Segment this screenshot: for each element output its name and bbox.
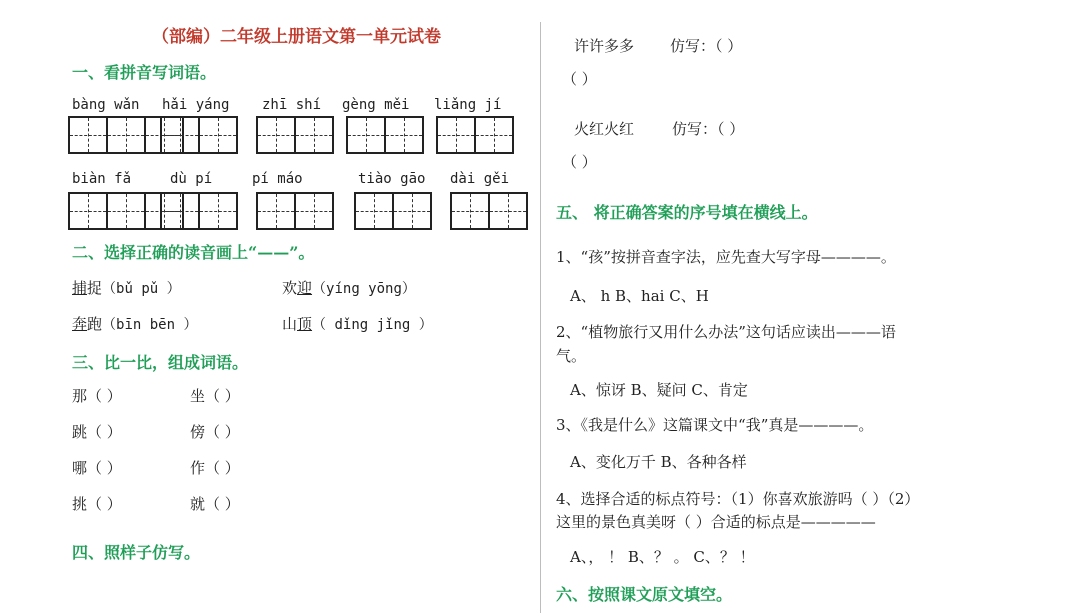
question-2: 2、“植物旅行又用什么办法”这句话应读出———语 [556, 323, 896, 341]
word-char: 迎 [297, 279, 313, 297]
question-1-options[interactable]: A、 h B、hai C、H [570, 287, 709, 305]
pinyin-options[interactable]: （bīn bēn ） [102, 317, 198, 333]
word-char: 捕 [72, 279, 88, 297]
word-blank[interactable]: 傍（ ） [190, 423, 240, 441]
reading-item [72, 277, 181, 298]
reading-item [282, 313, 433, 334]
writing-grid[interactable] [160, 116, 236, 154]
question-3-options[interactable]: A、变化万千 B、各种各样 [570, 453, 747, 471]
writing-grid[interactable] [354, 192, 430, 230]
writing-grid[interactable] [256, 192, 332, 230]
pinyin-label: liǎng jí [434, 97, 502, 113]
imitation-blank[interactable]: 仿写：（ ） [670, 37, 743, 55]
section-3-heading: 三、比一比，组成词语。 [72, 353, 249, 372]
reading-item [282, 277, 416, 298]
section-1-heading: 一、看拼音写词语。 [72, 63, 217, 82]
page-title: （部编）二年级上册语文第一单元试卷 [152, 27, 441, 47]
question-3: 3、《我是什么》这篇课文中“我”真是————。 [556, 416, 874, 434]
pinyin-label: zhī shí [262, 97, 322, 113]
word-blank[interactable]: 那（ ） [72, 387, 122, 405]
question-2-options[interactable]: A、惊讶 B、疑问 C、肯定 [570, 381, 748, 399]
imitation-blank-cont[interactable]: （ ） [562, 153, 597, 171]
pinyin-label: hǎi yáng [162, 97, 230, 113]
sample-word: 火红火红 [574, 120, 635, 138]
section-4-heading: 四、照样子仿写。 [72, 543, 201, 562]
pinyin-options[interactable]: （bǔ pǔ ） [102, 281, 181, 297]
column-divider [540, 22, 541, 613]
pinyin-label: dài gěi [450, 171, 510, 187]
word-blank[interactable]: 就（ ） [190, 495, 240, 513]
imitation-blank-cont[interactable]: （ ） [562, 70, 597, 88]
section-6-heading: 六、按照课文原文填空。 [556, 585, 733, 604]
writing-grid[interactable] [256, 116, 332, 154]
question-2-cont: 气。 [556, 347, 587, 365]
pinyin-label: gèng měi [342, 97, 410, 113]
pinyin-label: pí máo [252, 171, 303, 187]
question-4: 4、选择合适的标点符号：（1）你喜欢旅游吗（ ）（2） [556, 490, 920, 508]
writing-grid[interactable] [450, 192, 526, 230]
question-4-cont: 这里的景色真美呀（ ）合适的标点是————— [556, 513, 876, 531]
pinyin-label: dù pí [170, 171, 213, 187]
writing-grid[interactable] [160, 192, 236, 230]
pinyin-options[interactable]: （yíng yōng） [312, 281, 416, 297]
word-char: 欢 [282, 279, 298, 297]
word-blank[interactable]: 哪（ ） [72, 459, 122, 477]
word-blank[interactable]: 作（ ） [190, 459, 240, 477]
word-blank[interactable]: 挑（ ） [72, 495, 122, 513]
writing-grid[interactable] [346, 116, 422, 154]
question-1: 1、“孩”按拼音查字法，应先查大写字母————。 [556, 248, 896, 266]
word-char: 捉 [87, 279, 103, 297]
pinyin-label: tiào gāo [358, 171, 426, 187]
reading-item [72, 313, 197, 334]
word-char: 山 [282, 315, 298, 333]
word-blank[interactable]: 跳（ ） [72, 423, 122, 441]
section-2-heading: 二、选择正确的读音画上“——”。 [72, 243, 315, 262]
word-char: 跑 [87, 315, 103, 333]
word-char: 顶 [297, 315, 313, 333]
pinyin-label: bàng wǎn [72, 97, 140, 113]
question-4-options[interactable]: A、， ！ B、？ 。 C、？ ！ [570, 548, 755, 566]
imitation-blank[interactable]: 仿写：（ ） [672, 120, 745, 138]
sample-word: 许许多多 [574, 37, 635, 55]
pinyin-label: biàn fǎ [72, 171, 132, 187]
word-blank[interactable]: 坐（ ） [190, 387, 240, 405]
section-5-heading: 五、 将正确答案的序号填在横线上。 [556, 203, 818, 222]
word-char: 奔 [72, 315, 88, 333]
pinyin-options[interactable]: （ dǐng jǐng ） [312, 317, 433, 333]
writing-grid[interactable] [436, 116, 512, 154]
